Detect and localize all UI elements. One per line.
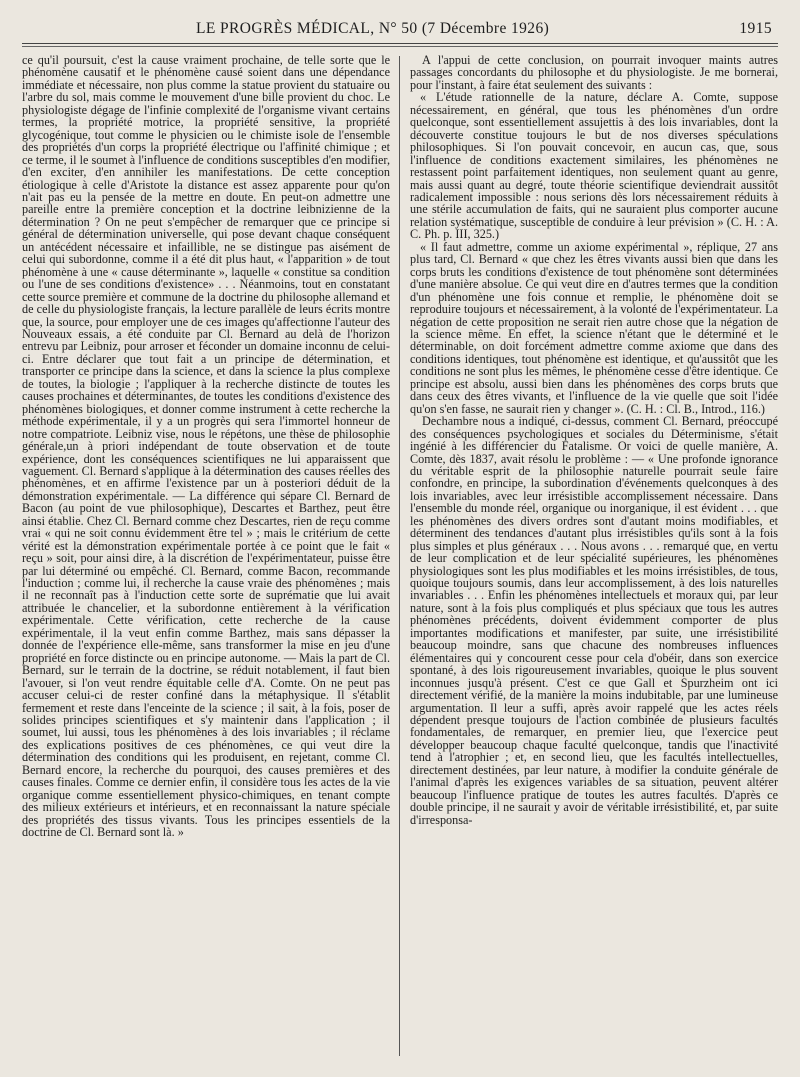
running-header: [196, 20, 772, 42]
left-column: [22, 54, 390, 1064]
header-rule-secondary: [22, 46, 778, 47]
paragraph: ce qu'il poursuit, c'est la cause vraiment prochaine, de telle sorte que le phénomène causatif et le phénomène causé soient dans une dépendance immédiate et nécessaire, non plus comme la statue provient du statuaire ou l'arbre du sol, mais comme le mouvement d'une bille provient du choc. Le physiologiste dégage de l'infinie complexité de l'organisme vivant certains termes, la propriété motrice, la propriété sensitive, la propriété glycogénique, tout comme le physicien ou le chimiste isole de l'ensemble des propriétés d'un corps la propriété électrique ou l'affinité chimique ; et ce terme, il le soumet à l'influence de conditions susceptibles d'en modifier, d'en exciter, d'en annihiler les manifestations. De cette conception étiologique à celle d'Aristote la distance est assez apparente pour qu'on n'ait pas eu la pensée de la mettre en doute. En peut-on admettre une pareille entre la première conception et la doctrine leibnizienne de la détermination ? On ne peut s'empêcher de remarquer que ce principe si général de détermination universelle, qui pose devant chaque conséquent un antécédent nécessaire et infaillible, ne se distingue pas aisément de celui qui subordonne, comme il a été dit plus haut, « l'apparition » de tout phénomène à une « cause déterminante », laquelle « constitue sa condition ou l'une de ses conditions d'existence» . . . Néanmoins, tout en constatant cette source première et commune de la doctrine du philosophe allemand et de celle du physiologiste français, la lecture parallèle de leurs écrits montre que, la source, pour employer une de ces images qu'affectionne l'auteur des Nouveaux essais, a été conduite par Cl. Bernard au delà de l'horizon entrevu par Leibniz, pour arroser et féconder un domaine inconnu de celui-ci. Entre déclarer que tout fait a un principe de détermination, et transporter ce principe dans la science, et dans la science la plus complexe de toutes, la biologie ; l'appliquer à la recherche distincte de toutes les causes prochaines et déterminantes, de toutes les conditions d'existence des phénomènes biologiques, et donner comme instrument à cette recherche la méthode expérimentale, il y a un progrès qui sera l'immortel honneur de notre compatriote. Leibniz vise, nous le répétons, une thèse de philosophie générale,un à priori indépendant de toute observation et de toute expérience, dont les conséquences scientifiques ne lui apparaissent que vaguement. Cl. Bernard s'applique à la détermination des causes réelles des phénomènes, et en affirme l'existence par un à posteriori déduit de la démonstration expérimentale. — La différence qui sépare Cl. Bernard de Bacon (au point de vue philosophique), Descartes et Barthez, peut être ainsi établie. Chez Cl. Bernard comme chez Descartes, rien de reçu comme vrai « qui ne soit connu évidemment être tel » ; mais le critérium de cette vérité est la démonstration expérimentale portée à ce point que le fait « reçu » soit, pour ainsi dire, à la discrétion de l'expérimentateur, puisse être par lui déterminé ou empêché. Cl. Bernard, comme Bacon, recommande l'induction ; comme lui, il recherche la cause vraie des phénomènes ; mais il ne reconnaît pas à l'induction cette sorte de suprématie que lui avait attribuée le chancelier, et la subordonne entièrement à la vérification expérimentale. Cette vérification, cette recherche de la cause expérimentale, il la veut enfin comme Barthez, mais sans dépasser la donnée de l'expérience elle-même, sans transformer la mise en jeu d'une propriété en force distincte ou en principe autonome. — Mais la part de Cl. Bernard, sur le terrain de la doctrine, se réduit notablement, il faut bien l'avouer, si l'on veut rendre équitable celle d'A. Comte. On ne peut pas accuser celui-ci de rester confiné dans la métaphysique. Il s'établit fermement et reste dans l'enceinte de la science ; il sait, à la fois, poser de solides principes scientifiques et s'y maintenir dans l'application ; il soumet, lui aussi, tous les phénomènes à des lois invariables ; il réclame des explications positives de ces phénomènes, ce qui veut dire la détermination des conditions qui les produisent, en rejetant, comme Cl. Bernard encore, la recherche du pourquoi, des causes premières et des causes finales. Comme ce dernier enfin, il considère tous les actes de la vie organique comme essentiellement physico-chimiques, en tenant compte des milieux extérieurs et intérieurs, et en reconnaissant la nature spéciale des propriétés des tissus vivants. Tous les principes essentiels de la doctrine de Cl. Bernard sont là. »: [22, 54, 390, 840]
journal-title: LE PROGRÈS MÉDICAL, N° 50 (7 Décembre 1926): [196, 20, 550, 37]
quotation-paragraph: « L'étude rationnelle de la nature, déclare A. Comte, suppose nécessairement, en général, que tous les phénomènes d'un ordre quelconque, sont essentiellement assujettis à des lois invariables, dont la découverte constitue toujours le but de nos diverses spéculations philosophiques. Si l'on pouvait concevoir, en aucun cas, que, sous l'influence de conditions exactement similaires, les phénomènes ne restassent point parfaitement identiques, non seulement quant au genre, mais aussi quant au degré, toute théorie scientifique deviendrait aussitôt radicalement impossible : nous serions dès lors nécessairement réduits à une stérile accumulation de faits, qui ne sauraient plus comporter aucune relation systématique, susceptible de conduire à leur prévision » (C. H. : A. C. Ph. p. III, 325.): [410, 90, 778, 242]
right-column: [410, 54, 778, 1064]
page-number: 1915: [739, 20, 772, 37]
column-divider: [399, 56, 400, 1056]
paragraph: A l'appui de cette conclusion, on pourrait invoquer maints autres passages concordants du philosophe et du physiologiste. Je me bornerai, pour l'instant, à faire état seulement des suivants :: [410, 54, 778, 92]
header-rule: [22, 43, 778, 44]
quotation-paragraph: « Il faut admettre, comme un axiome expérimental », réplique, 27 ans plus tard, Cl. Bernard « que chez les êtres vivants aussi bien que dans les corps bruts les conditions d'existence de tout phénomène sont déterminées d'une manière absolue. Ce qui veut dire en d'autres termes que la condition d'un phénomène une fois connue et remplie, le phénomène doit se reproduire toujours et nécessairement, à la volonté de l'expérimentateur. La négation de cette proposition ne serait rien autre chose que la négation de la science même. En effet, la science n'étant que le déterminé et le déterminable, on doit forcément admettre comme axiome que dans des conditions identiques, tout phénomène est identique, et qu'aussitôt que les conditions ne sont plus les mêmes, le phénomène cesse d'être identique. Ce principe est absolu, aussi bien dans les phénomènes des corps bruts que dans ceux des êtres vivants, et l'influence de la vie quelle que soit l'idée qu'on s'en fasse, ne saurait rien y changer ». (C. H. : Cl. B., Introd., 116.): [410, 239, 778, 416]
paragraph: Dechambre nous a indiqué, ci-dessus, comment Cl. Bernard, préoccupé des conséquences psychologiques et sociales du Déterminisme, s'était ingénié à les différencier du Fatalisme. Or voici de quelle manière, A. Comte, dès 1837, avait résolu le problème : — « Une profonde ignorance du véritable esprit de la philosophie naturelle pourrait seule faire confondre, en principe, la subordination d'événements quelconques à des lois invariables, avec leur irrésistible accomplissement nécessaire. Dans l'ensemble du monde réel, organique ou inorganique, il est évident . . . que les phénomènes des divers ordres sont d'autant moins modifiables, et déterminent des tendances d'autant plus irrésistibles qu'ils sont à la fois plus simples et plus généraux . . . Nous avons . . . remarqué que, en vertu de leur complication et de leur spécialité supérieures, les phénomènes physiologiques sont les plus modifiables et les moins irrésistibles, de tous, quoique toujours soumis, dans leur accomplissement, à des lois naturelles invariables . . . Enfin les phénomènes intellectuels et moraux qui, par leur nature, sont à la fois plus compliqués et plus spéciaux que tous les autres phénomènes précédents, doivent évidemment comporter de plus importantes modifications et manifester, par suite, une irrésistibilité beaucoup moindre, sans que chacune des nombreuses influences élémentaires qui y concourent cesse pour cela d'obéir, dans son exercice spontané, à des lois rigoureusement invariables, quoique le plus souvent inconnues jusqu'à présent. C'est ce que Gall et Spurzheim ont ici directement vérifié, de la manière la moins indubitable, par une lumineuse argumentation. Il leur a suffi, après avoir rappelé que les actes réels dépendent presque toujours de l'action combinée de plusieurs facultés fondamentales, de remarquer, en premier lieu, que l'exercice peut développer beaucoup chaque faculté quelconque, tandis que l'inactivité tend à l'atrophier ; et, en second lieu, que les facultés intellectuelles, directement destinées, par leur nature, à modifier la conduite générale de l'animal d'après les exigences variables de sa situation, peuvent altérer beaucoup l'influence pratique de toutes les autres facultés. D'après ce double principe, il ne saurait y avoir de véritable irrésistibilité, et, par suite d'irresponsa-: [410, 414, 778, 827]
